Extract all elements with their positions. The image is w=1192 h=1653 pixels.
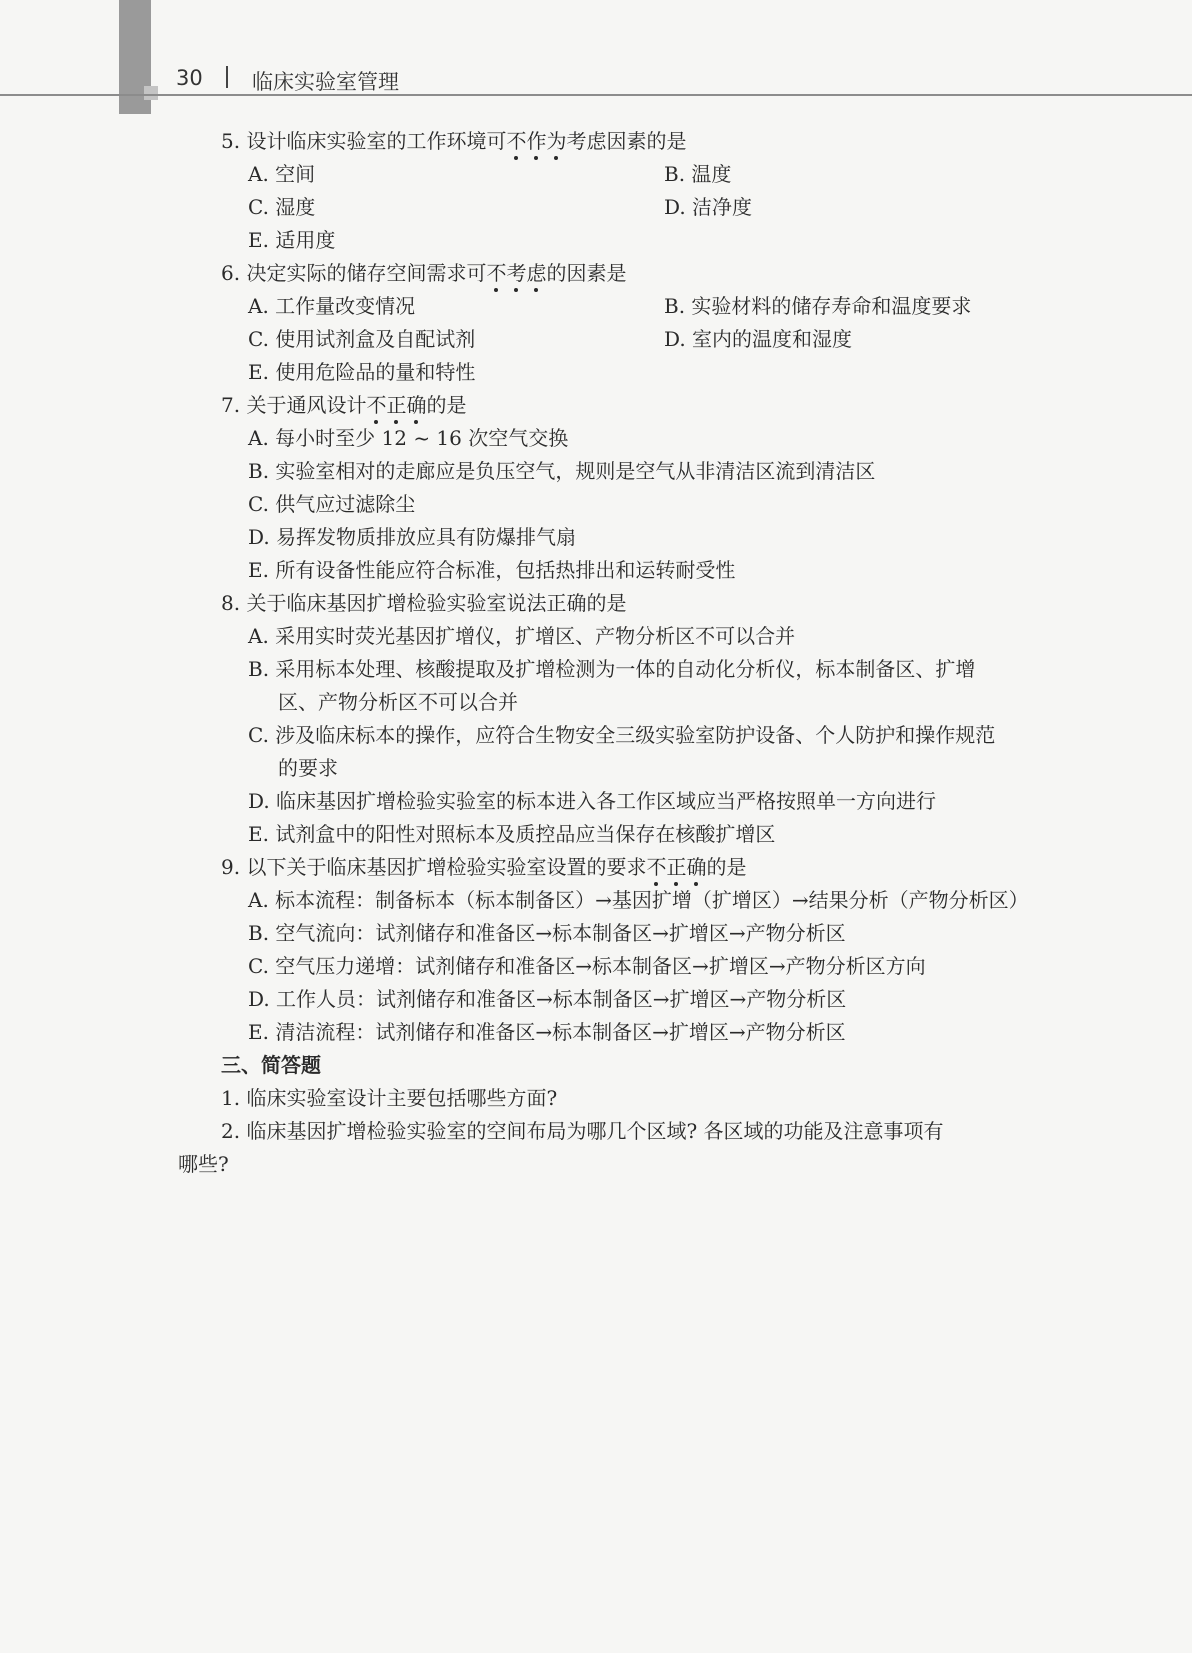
question-8-option-d: D. 临床基因扩增检验实验室的标本进入各工作区域应当严格按照单一方向进行 — [248, 789, 937, 813]
question-5-stem: 5. 设计临床实验室的工作环境可不作为考虑因素的是 — [221, 129, 687, 153]
question-7-option-e: E. 所有设备性能应符合标准，包括热排出和运转耐受性 — [248, 558, 736, 582]
question-6-option-e: E. 使用危险品的量和特性 — [248, 360, 476, 384]
question-7-option-a: A. 每小时至少 12 ~ 16 次空气交换 — [248, 426, 569, 450]
short-answer-2: 2. 临床基因扩增检验实验室的空间布局为哪几个区域? 各区域的功能及注意事项有 — [221, 1119, 944, 1143]
header-separator — [226, 66, 228, 88]
question-5-option-d: D. 洁净度 — [664, 195, 753, 219]
short-answer-1: 1. 临床实验室设计主要包括哪些方面? — [221, 1086, 558, 1110]
question-6-option-c: C. 使用试剂盒及自配试剂 — [248, 327, 476, 351]
question-9-option-e: E. 清洁流程：试剂储存和准备区→标本制备区→扩增区→产物分析区 — [248, 1020, 846, 1044]
question-8-option-b-cont: 区、产物分析区不可以合并 — [278, 690, 518, 714]
emphasis-marks: 不正确 — [366, 393, 427, 417]
question-6-option-d: D. 室内的温度和湿度 — [664, 327, 853, 351]
emphasis-marks: 不作为 — [506, 129, 567, 153]
question-9-option-b: B. 空气流向：试剂储存和准备区→标本制备区→扩增区→产物分析区 — [248, 921, 846, 945]
emphasis-marks: 不考虑 — [486, 261, 547, 285]
page-number: 30 — [176, 66, 203, 90]
question-7-option-d: D. 易挥发物质排放应具有防爆排气扇 — [248, 525, 577, 549]
question-6-stem: 6. 决定实际的储存空间需求可不考虑的因素是 — [221, 261, 627, 285]
question-9-stem: 9. 以下关于临床基因扩增检验实验室设置的要求不正确的是 — [221, 855, 747, 879]
question-8-option-b: B. 采用标本处理、核酸提取及扩增检测为一体的自动化分析仪，标本制备区、扩增 — [248, 657, 976, 681]
section-heading: 三、简答题 — [221, 1053, 321, 1077]
question-6-option-b: B. 实验材料的储存寿命和温度要求 — [664, 294, 972, 318]
book-title: 临床实验室管理 — [252, 70, 399, 94]
question-5-option-a: A. 空间 — [248, 162, 316, 186]
question-8-option-c-cont: 的要求 — [278, 756, 338, 780]
question-5-option-e: E. 适用度 — [248, 228, 336, 252]
question-6-option-a: A. 工作量改变情况 — [248, 294, 416, 318]
question-8-option-e: E. 试剂盒中的阳性对照标本及质控品应当保存在核酸扩增区 — [248, 822, 776, 846]
question-5-option-b: B. 温度 — [664, 162, 732, 186]
question-7-stem: 7. 关于通风设计不正确的是 — [221, 393, 467, 417]
question-5-option-c: C. 湿度 — [248, 195, 316, 219]
question-9-option-c: C. 空气压力递增：试剂储存和准备区→标本制备区→扩增区→产物分析区方向 — [248, 954, 926, 978]
header-rule — [0, 94, 1192, 96]
header-gray-corner — [144, 86, 158, 100]
question-9-option-d: D. 工作人员：试剂储存和准备区→标本制备区→扩增区→产物分析区 — [248, 987, 847, 1011]
question-8-stem: 8. 关于临床基因扩增检验实验室说法正确的是 — [221, 591, 627, 615]
question-7-option-c: C. 供气应过滤除尘 — [248, 492, 416, 516]
question-8-option-c: C. 涉及临床标本的操作，应符合生物安全三级实验室防护设备、个人防护和操作规范 — [248, 723, 996, 747]
question-7-option-b: B. 实验室相对的走廊应是负压空气，规则是空气从非清洁区流到清洁区 — [248, 459, 876, 483]
question-9-option-a: A. 标本流程：制备标本（标本制备区）→基因扩增（扩增区）→结果分析（产物分析区） — [248, 888, 1029, 912]
emphasis-marks: 不正确 — [646, 855, 707, 879]
short-answer-2-cont: 哪些? — [178, 1152, 229, 1176]
question-8-option-a: A. 采用实时荧光基因扩增仪，扩增区、产物分析区不可以合并 — [248, 624, 796, 648]
